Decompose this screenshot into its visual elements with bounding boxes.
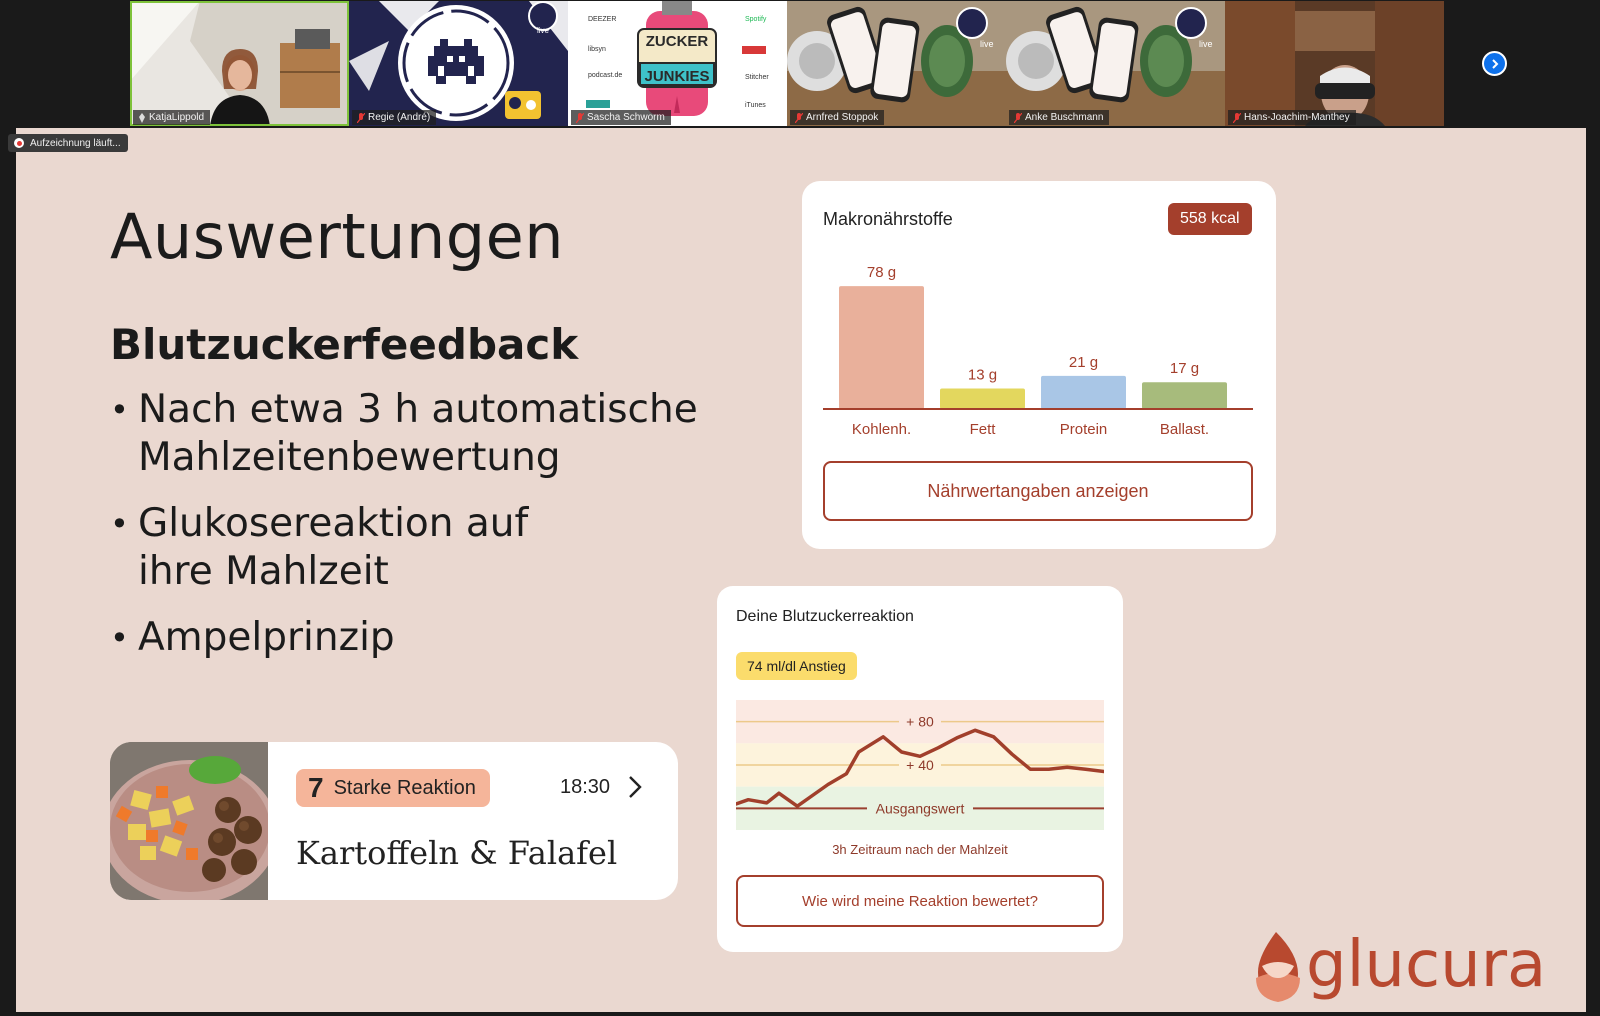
chevron-right-icon <box>1489 58 1501 70</box>
bar <box>839 286 924 409</box>
live-badge-text: live <box>980 39 994 49</box>
platform-label: libsyn <box>588 46 606 53</box>
chevron-right-icon <box>624 772 646 802</box>
reference-label: + 80 <box>906 713 934 730</box>
bar-value-label: 17 g <box>1169 360 1200 378</box>
participant-video <box>1225 1 1444 126</box>
shared-slide <box>16 128 1586 1012</box>
muted-mic-icon <box>1014 113 1021 123</box>
bullet-list <box>110 386 750 680</box>
glucose-line-chart <box>736 700 1104 830</box>
muted-mic-icon <box>795 113 802 123</box>
participant-name: Sascha Schworm <box>587 112 665 123</box>
bullet-item: • Nach etwa 3 h automatische Mahlzeitenbewertung <box>110 386 710 482</box>
glucura-logo <box>1248 928 1578 1008</box>
slide-subtitle: Blutzuckerfeedback <box>110 320 579 369</box>
meal-detail-button[interactable] <box>624 772 646 802</box>
participant-name: KatjaLippold <box>149 112 205 123</box>
macronutrients-bar-chart <box>802 181 1276 451</box>
participant-name-label <box>1228 110 1356 125</box>
participant-tile[interactable] <box>568 1 787 126</box>
rating-info-button[interactable]: Wie wird meine Reaktion bewertet? <box>736 875 1104 927</box>
muted-mic-icon <box>576 113 583 123</box>
kcal-badge: 558 kcal <box>1168 203 1252 235</box>
reaction-score: 7 <box>308 772 324 803</box>
reaction-badge <box>296 769 490 807</box>
bar <box>940 389 1025 409</box>
participant-video <box>568 1 787 126</box>
category-label: Ballast. <box>1159 421 1210 438</box>
participant-tile[interactable] <box>1006 1 1225 126</box>
bar-value-label: 78 g <box>866 264 897 282</box>
macronutrients-title: Makronährstoffe <box>823 209 953 229</box>
blood-sugar-card <box>717 586 1123 952</box>
participant-name-label <box>571 110 671 125</box>
bar-value-label: 13 g <box>967 366 998 384</box>
meal-card <box>110 742 678 900</box>
participant-strip <box>0 0 1600 128</box>
platform-label: iTunes <box>745 102 766 109</box>
participant-name: Regie (André) <box>368 112 431 123</box>
bar-value-label: 21 g <box>1068 353 1099 371</box>
next-participants-button[interactable] <box>1482 51 1507 76</box>
participant-tile[interactable] <box>130 1 349 126</box>
participant-tile[interactable] <box>787 1 1006 126</box>
show-nutrition-button[interactable]: Nährwertangaben anzeigen <box>823 461 1253 521</box>
logo-text: glucura <box>1306 928 1547 1002</box>
reference-label: Ausgangswert <box>875 800 965 817</box>
muted-mic-icon <box>1233 113 1240 123</box>
macronutrients-card <box>802 181 1276 549</box>
participant-name-label <box>1009 110 1109 125</box>
reaction-label: Starke Reaktion <box>333 776 476 799</box>
platform-label: DEEZER <box>588 16 617 23</box>
participant-name-label <box>352 110 436 125</box>
bar <box>1041 376 1126 409</box>
participant-tile[interactable] <box>1225 1 1444 126</box>
participant-name: Anke Buschmann <box>1025 112 1104 123</box>
podcast-logo-text: JUNKIES <box>644 68 710 85</box>
live-badge-text: live <box>536 26 550 35</box>
category-label: Kohlenh. <box>851 421 912 438</box>
platform-label: Stitcher <box>745 74 769 81</box>
participant-name: Arnfred Stoppok <box>806 112 879 123</box>
live-badge-text: live <box>1199 39 1213 49</box>
recording-label: Aufzeichnung läuft... <box>30 137 121 149</box>
bar <box>1142 382 1227 409</box>
muted-mic-icon <box>357 113 364 123</box>
participant-video <box>130 1 349 126</box>
slide-title: Auswertungen <box>110 200 565 273</box>
meal-name: Kartoffeln & Falafel <box>296 834 618 872</box>
chart-caption: 3h Zeitraum nach der Mahlzeit <box>832 842 1008 857</box>
pin-icon <box>138 113 145 123</box>
participant-name: Hans-Joachim-Manthey <box>1244 112 1350 123</box>
blood-sugar-title: Deine Blutzuckerreaktion <box>736 608 914 625</box>
participant-video <box>349 1 568 126</box>
podcast-logo-text: ZUCKER <box>645 33 709 50</box>
platform-label: Spotify <box>745 16 767 23</box>
participant-tile[interactable] <box>349 1 568 126</box>
participant-video <box>1006 1 1225 126</box>
category-label: Protein <box>1059 421 1108 438</box>
glucose-rise-badge: 74 ml/dl Anstieg <box>736 652 857 680</box>
participant-video <box>787 1 1006 126</box>
category-label: Fett <box>969 421 996 438</box>
meal-time: 18:30 <box>560 776 611 798</box>
participant-name-label <box>133 110 210 125</box>
bullet-item: • Ampelprinzip <box>110 614 750 662</box>
record-icon <box>14 138 24 148</box>
reference-label: + 40 <box>906 757 934 773</box>
bullet-item: • Glukosereaktion auf ihre Mahlzeit <box>110 500 560 596</box>
meal-photo <box>110 742 268 900</box>
recording-indicator[interactable] <box>8 134 128 152</box>
participant-name-label <box>790 110 884 125</box>
platform-label: podcast.de <box>588 72 623 79</box>
